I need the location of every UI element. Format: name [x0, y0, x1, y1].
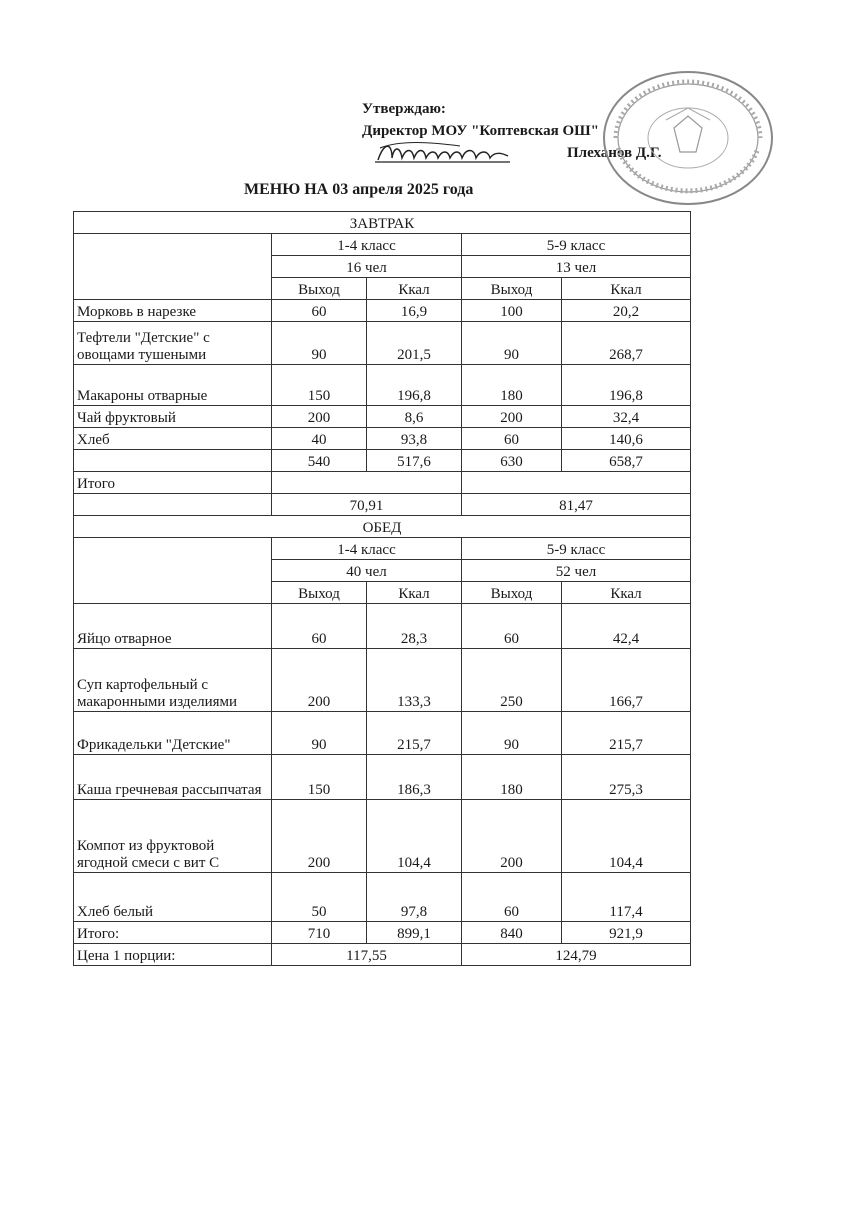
table-row [74, 538, 691, 560]
approval-director-name: Плеханов Д.Г. [567, 145, 662, 161]
table-row [74, 800, 691, 873]
dish-name: Хлеб белый [74, 873, 272, 922]
dish-name: Компот из фруктовой ягодной смеси с вит С [74, 800, 272, 873]
table-row [74, 944, 691, 966]
dish-out: 60 [272, 604, 367, 649]
dish-out: 180 [462, 755, 562, 800]
dish-kcal: 196,8 [367, 365, 462, 406]
empty-cell [74, 494, 272, 516]
dish-out: 40 [272, 428, 367, 450]
breakfast-price-1: 70,91 [272, 494, 462, 516]
dish-name: Каша гречневая рассыпчатая [74, 755, 272, 800]
lunch-total-label: Итого: [74, 922, 272, 944]
lunch-total-kcal: 921,9 [562, 922, 691, 944]
table-row [74, 300, 691, 322]
table-row [74, 712, 691, 755]
empty-cell [462, 472, 691, 494]
breakfast-price-2: 81,47 [462, 494, 691, 516]
lunch-section-row [74, 516, 691, 538]
dish-name: Хлеб [74, 428, 272, 450]
table-row [74, 922, 691, 944]
table-row [74, 472, 691, 494]
table-row [74, 234, 691, 256]
table-row [74, 494, 691, 516]
dish-out: 250 [462, 649, 562, 712]
dish-name: Чай фруктовый [74, 406, 272, 428]
dish-kcal: 42,4 [562, 604, 691, 649]
handwritten-signature [370, 138, 515, 168]
dish-name: Суп картофельный с макаронными изделиями [74, 649, 272, 712]
dish-kcal: 28,3 [367, 604, 462, 649]
dish-kcal: 166,7 [562, 649, 691, 712]
column-header-out: Выход [272, 278, 367, 300]
dish-kcal: 104,4 [367, 800, 462, 873]
dish-kcal: 186,3 [367, 755, 462, 800]
lunch-price-label: Цена 1 порции: [74, 944, 272, 966]
dish-out: 200 [272, 800, 367, 873]
breakfast-sum-out: 540 [272, 450, 367, 472]
dish-kcal: 196,8 [562, 365, 691, 406]
empty-cell [272, 472, 462, 494]
dish-kcal: 20,2 [562, 300, 691, 322]
dish-out: 200 [272, 649, 367, 712]
dish-name: Морковь в нарезке [74, 300, 272, 322]
dish-out: 150 [272, 755, 367, 800]
column-header-out: Выход [462, 278, 562, 300]
dish-kcal: 215,7 [367, 712, 462, 755]
dish-kcal: 117,4 [562, 873, 691, 922]
table-row [74, 322, 691, 365]
breakfast-sum-out: 630 [462, 450, 562, 472]
lunch-price-2: 124,79 [462, 944, 691, 966]
dish-kcal: 104,4 [562, 800, 691, 873]
table-row [74, 604, 691, 649]
lunch-total-out: 710 [272, 922, 367, 944]
lunch-group1-people: 40 чел [272, 560, 462, 582]
breakfast-group2-people: 13 чел [462, 256, 691, 278]
empty-cell [74, 450, 272, 472]
table-row [74, 755, 691, 800]
dish-kcal: 133,3 [367, 649, 462, 712]
dish-out: 200 [462, 406, 562, 428]
column-header-kcal: Ккал [367, 278, 462, 300]
lunch-group2-people: 52 чел [462, 560, 691, 582]
dish-kcal: 268,7 [562, 322, 691, 365]
breakfast-total-label: Итого [74, 472, 272, 494]
dish-kcal: 140,6 [562, 428, 691, 450]
table-row [74, 406, 691, 428]
dish-kcal: 201,5 [367, 322, 462, 365]
dish-kcal: 215,7 [562, 712, 691, 755]
table-row [74, 649, 691, 712]
lunch-price-1: 117,55 [272, 944, 462, 966]
breakfast-sum-kcal: 517,6 [367, 450, 462, 472]
column-header-out: Выход [272, 582, 367, 604]
dish-out: 200 [462, 800, 562, 873]
dish-out: 90 [272, 322, 367, 365]
dish-kcal: 16,9 [367, 300, 462, 322]
column-header-kcal: Ккал [367, 582, 462, 604]
lunch-section-title: ОБЕД [74, 516, 691, 538]
dish-out: 60 [462, 873, 562, 922]
lunch-group2-class: 5-9 класс [462, 538, 691, 560]
dish-out: 180 [462, 365, 562, 406]
dish-out: 200 [272, 406, 367, 428]
breakfast-group1-people: 16 чел [272, 256, 462, 278]
breakfast-section-title: ЗАВТРАК [74, 212, 691, 234]
dish-name: Макароны отварные [74, 365, 272, 406]
dish-out: 90 [462, 322, 562, 365]
table-row [74, 450, 691, 472]
column-header-out: Выход [462, 582, 562, 604]
dish-out: 90 [272, 712, 367, 755]
empty-cell [74, 234, 272, 300]
lunch-group1-class: 1-4 класс [272, 538, 462, 560]
dish-out: 90 [462, 712, 562, 755]
menu-title: МЕНЮ НА 03 апреля 2025 года [244, 181, 474, 198]
table-row [74, 873, 691, 922]
dish-out: 60 [462, 604, 562, 649]
dish-name: Тефтели "Детские" с овощами тушеными [74, 322, 272, 365]
table-row [74, 428, 691, 450]
dish-name: Яйцо отварное [74, 604, 272, 649]
table-row [74, 365, 691, 406]
dish-kcal: 32,4 [562, 406, 691, 428]
dish-out: 60 [462, 428, 562, 450]
dish-kcal: 275,3 [562, 755, 691, 800]
dish-name: Фрикадельки "Детские" [74, 712, 272, 755]
dish-out: 60 [272, 300, 367, 322]
column-header-kcal: Ккал [562, 278, 691, 300]
approval-position: Директор МОУ "Коптевская ОШ" [362, 123, 599, 139]
lunch-total-out: 840 [462, 922, 562, 944]
breakfast-section-row [74, 212, 691, 234]
breakfast-sum-kcal: 658,7 [562, 450, 691, 472]
dish-kcal: 93,8 [367, 428, 462, 450]
lunch-total-kcal: 899,1 [367, 922, 462, 944]
column-header-kcal: Ккал [562, 582, 691, 604]
empty-cell [74, 538, 272, 604]
breakfast-group1-class: 1-4 класс [272, 234, 462, 256]
menu-table [73, 211, 691, 966]
dish-out: 100 [462, 300, 562, 322]
dish-out: 150 [272, 365, 367, 406]
school-seal-stamp [596, 68, 776, 208]
breakfast-group2-class: 5-9 класс [462, 234, 691, 256]
dish-out: 50 [272, 873, 367, 922]
dish-kcal: 97,8 [367, 873, 462, 922]
approval-heading: Утверждаю: [362, 101, 446, 117]
dish-kcal: 8,6 [367, 406, 462, 428]
